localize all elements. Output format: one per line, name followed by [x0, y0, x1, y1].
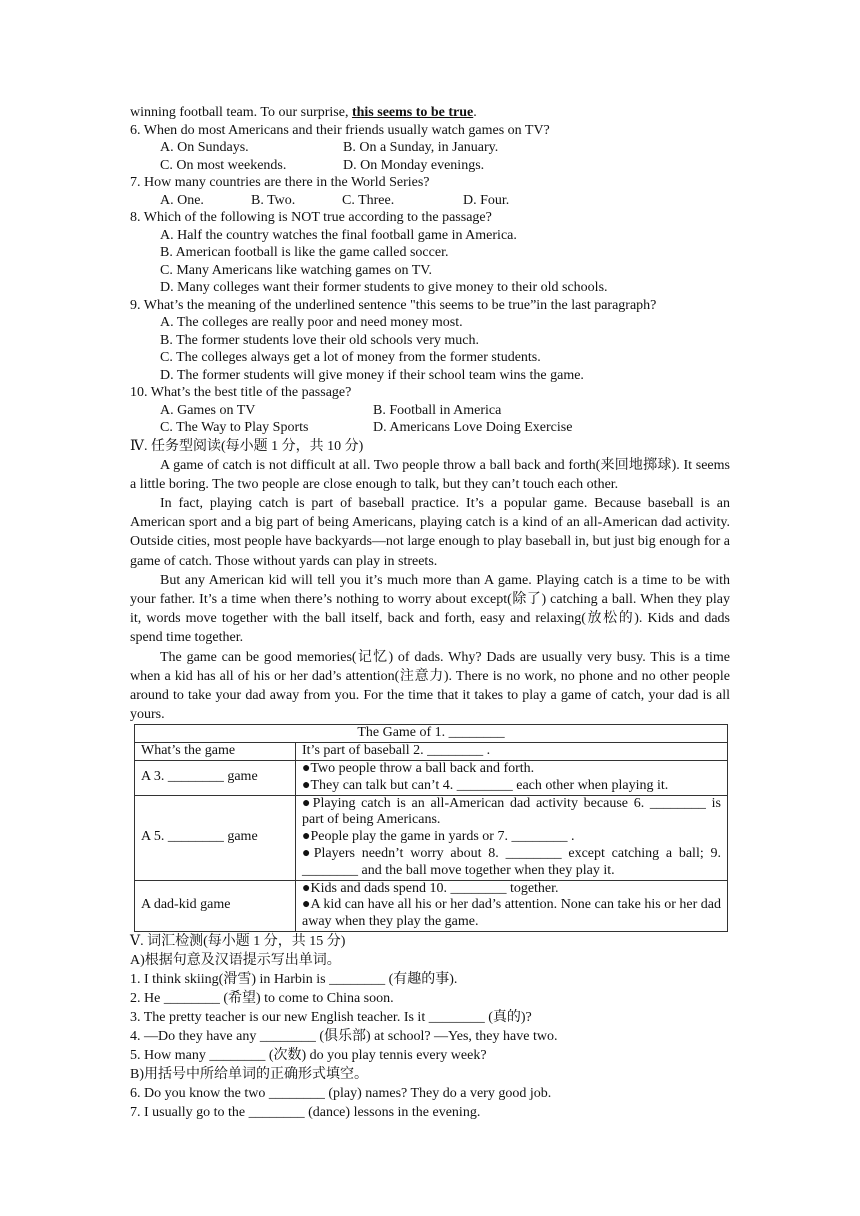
underlined-sentence: this seems to be true	[351, 105, 474, 120]
part-b-heading: B)用括号中所给单词的正确形式填空。	[130, 1066, 368, 1082]
question-stem: 7. How many countries are there in the World Series?	[130, 175, 430, 190]
table-row-label: A 5. ________ game	[135, 795, 296, 880]
table-row	[135, 795, 728, 880]
section-4-heading: Ⅳ. 任务型阅读(每小题 1 分，共 10 分)	[130, 438, 364, 454]
option-d: D. Americans Love Doing Exercise	[373, 420, 573, 435]
option-a: A. On Sundays.	[160, 140, 249, 155]
part-a-heading: A)根据句意及汉语提示写出单词。	[130, 952, 341, 968]
option-c: C. On most weekends.	[160, 157, 287, 173]
vocab-item: 3. The pretty teacher is our new English teacher. Is it ________ (真的)?	[130, 1009, 532, 1025]
question-stem: 10. What’s the best title of the passage?	[130, 385, 352, 400]
worksheet-page	[130, 104, 730, 1122]
table-row-label: A dad-kid game	[135, 880, 296, 931]
option-a: A. Half the country watches the final football game in America.	[160, 227, 517, 243]
option-b: B. Two.	[251, 192, 296, 208]
options-row	[130, 402, 730, 420]
intro-line	[130, 104, 730, 122]
vocab-item: 6. Do you know the two ________ (play) names? They do a very good job.	[130, 1085, 552, 1101]
passage-paragraph-4: The game can be good memories(记忆) of dads. Why? Dads are usually very busy. This is a time when a kid has all of his or her dad’s attention(注意力). There is no work, no phone and no other people around to take your dad away from you. For the time that it takes to play a game of catch, your dad is all yours.	[130, 649, 730, 723]
option-c: C. The Way to Play Sports	[160, 420, 309, 435]
intro-before: winning football team. To our surprise,	[130, 105, 352, 120]
question-stem: 9. What’s the meaning of the underlined sentence "this seems to be true”in the last paragraph?	[130, 297, 657, 313]
table-title: The Game of 1. ________	[135, 725, 728, 743]
options-row	[130, 419, 730, 437]
vocab-item: 1. I think skiing(滑雪) in Harbin is ________ (有趣的事).	[130, 971, 458, 987]
table-row-content	[296, 760, 728, 795]
option-b: B. The former students love their old schools very much.	[160, 332, 479, 348]
option-b: B. On a Sunday, in January.	[343, 140, 499, 155]
table-row-content	[296, 743, 728, 761]
question-7	[130, 174, 730, 209]
vocab-item: 2. He ________ (希望) to come to China soon.	[130, 990, 394, 1006]
question-8	[130, 209, 730, 297]
table-line: ●Players needn’t worry about 8. ________ except catching a ball; 9. ________ and the ball move together when they play it.	[302, 845, 721, 878]
vocab-item: 5. How many ________ (次数) do you play tennis every week?	[130, 1047, 487, 1063]
table-row-content	[296, 795, 728, 880]
task-table	[134, 724, 728, 932]
table-title-row	[135, 725, 728, 743]
table-line: ●Kids and dads spend 10. ________ together.	[302, 880, 559, 896]
option-c: C. Many Americans like watching games on TV.	[160, 262, 433, 278]
question-9	[130, 297, 730, 385]
table-line: It’s part of baseball 2. ________ .	[302, 743, 491, 759]
passage-paragraph-1: A game of catch is not difficult at all. Two people throw a ball back and forth(来回地掷球). It seems a little boring. The two people are close enough to talk, but they can’t touch each other.	[130, 457, 730, 492]
vocab-item: 7. I usually go to the ________ (dance) lessons in the evening.	[130, 1104, 481, 1120]
options-row	[130, 157, 730, 175]
table-line: ●Two people throw a ball back and forth.	[302, 760, 535, 776]
table-line: ●They can talk but can’t 4. ________ each other when playing it.	[302, 777, 669, 793]
table-row	[135, 760, 728, 795]
vocab-item: 4. —Do they have any ________ (俱乐部) at school? —Yes, they have two.	[130, 1028, 558, 1044]
option-a: A. One.	[160, 192, 204, 208]
table-row-content	[296, 880, 728, 931]
option-c: C. The colleges always get a lot of money from the former students.	[160, 350, 541, 365]
passage-paragraph-3: But any American kid will tell you it’s much more than A game. Playing catch is a time to be with your father. It’s a time when there’s nothing to worry about except(除了) catching a ball. When they play it, words move together with the ball itself, back and forth, easy and relaxing(放松的). Kids and dads spend time together.	[130, 572, 730, 646]
table-row	[135, 880, 728, 931]
table-line: ●Playing catch is an all-American dad activity because 6. ________ is part of being Americans.	[302, 795, 721, 828]
options-row	[130, 192, 730, 210]
option-d: D. The former students will give money if their school team wins the game.	[160, 367, 584, 383]
question-stem: 6. When do most Americans and their friends usually watch games on TV?	[130, 122, 550, 138]
option-d: D. Four.	[463, 192, 510, 208]
question-10	[130, 384, 730, 437]
option-d: D. Many colleges want their former students to give money to their old schools.	[160, 280, 608, 295]
passage-paragraph-2: In fact, playing catch is part of baseball practice. It’s a popular game. Because baseball is an American sport and a big part of being Americans, playing catch is a kind of an all-American dad activity. Outside cities, most people have backyards—not large enough to play baseball in, but just big enough for a game of catch. Those without yards can play in streets.	[130, 495, 730, 569]
table-line: ●A kid can have all his or her dad’s attention. None can take his or her dad away when they play the game.	[302, 897, 721, 930]
section-5-heading: Ⅴ. 词汇检测(每小题 1 分，共 15 分)	[130, 933, 346, 949]
table-line: ●People play the game in yards or 7. ________ .	[302, 829, 575, 845]
intro-after: .	[473, 105, 477, 120]
options-row	[130, 139, 730, 157]
table-row-label: A 3. ________ game	[135, 760, 296, 795]
table-row-label: What’s the game	[135, 743, 296, 761]
option-a: A. The colleges are really poor and need money most.	[160, 315, 463, 330]
question-6	[130, 122, 730, 175]
question-stem: 8. Which of the following is NOT true according to the passage?	[130, 210, 492, 225]
option-a: A. Games on TV	[160, 402, 256, 418]
option-c: C. Three.	[342, 192, 395, 208]
table-row	[135, 743, 728, 761]
option-b: B. American football is like the game called soccer.	[160, 245, 449, 260]
option-b: B. Football in America	[373, 402, 502, 418]
option-d: D. On Monday evenings.	[343, 157, 485, 173]
